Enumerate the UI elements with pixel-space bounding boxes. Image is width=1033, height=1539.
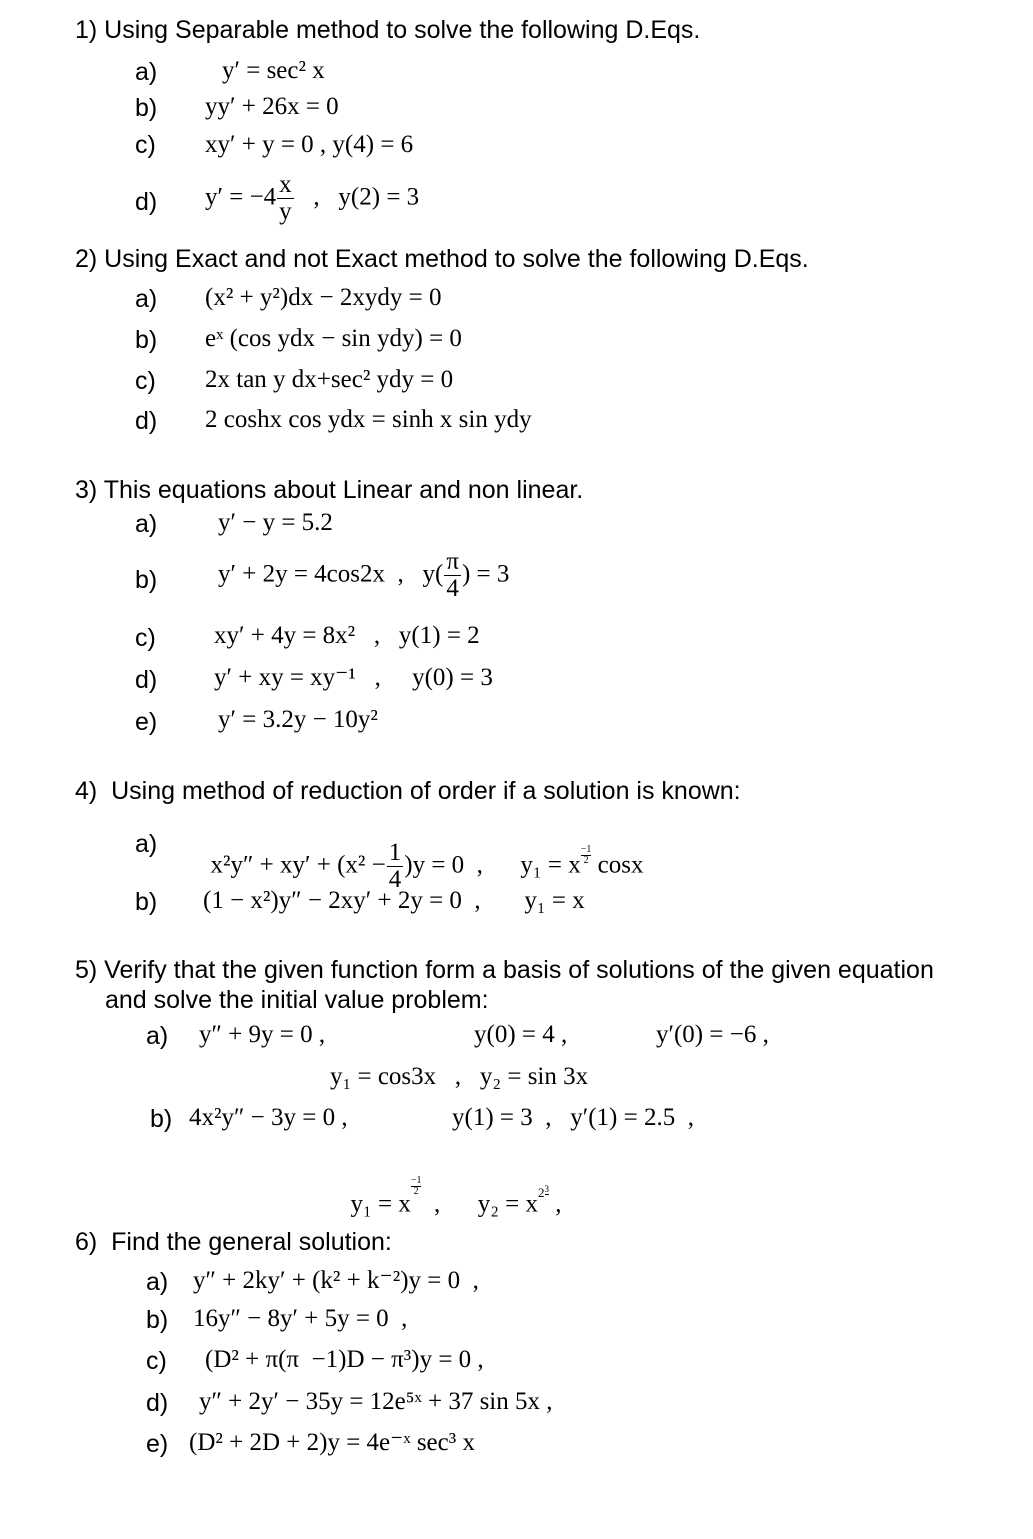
q6a-equation: y″ + 2ky′ + (k² + k⁻²)y = 0 ,	[193, 1267, 479, 1294]
q2a-equation: (x² + y²)dx − 2xydy = 0	[205, 284, 442, 311]
q1d-label: d)	[135, 188, 158, 216]
q5b-exponent-1: $\frac{-1}{2}$	[410, 1175, 422, 1197]
q6b-label: b)	[146, 1306, 169, 1334]
q2b-label: b)	[135, 326, 158, 354]
q5a-basis: y₁ = cos3x , y₂ = sin 3x	[330, 1063, 589, 1090]
q3-heading: 3) This equations about Linear and non linear.	[75, 476, 584, 504]
q5a-equation: y″ + 9y = 0 ,	[199, 1021, 326, 1048]
q5a-label: a)	[146, 1022, 169, 1050]
q1d-eq-right: , y(2) = 3	[294, 183, 420, 211]
q6e-equation: (D² + 2D + 2)y = 4e⁻ˣ sec³ x	[189, 1429, 475, 1456]
q5b-label: b)	[150, 1105, 173, 1133]
q1c-equation: xy′ + y = 0 , y(4) = 6	[205, 131, 414, 158]
q6-heading: 6) Find the general solution:	[75, 1228, 392, 1256]
q5b-exponent-2: 2 3	[538, 1184, 550, 1201]
q3c-label: c)	[135, 624, 156, 652]
q4a-fraction: $\frac{1}{4}$	[388, 839, 402, 894]
q6d-label: d)	[146, 1389, 169, 1417]
q3b-label: b)	[135, 566, 158, 594]
q6c-label: c)	[146, 1347, 167, 1375]
q2b-equation: eˣ (cos ydx − sin ydy) = 0	[205, 325, 462, 352]
q6e-label: e)	[146, 1430, 169, 1458]
q3d-equation: y′ + xy = xy⁻¹ , y(0) = 3	[214, 664, 493, 691]
q2d-label: d)	[135, 407, 158, 435]
q4a-eq-right: cosx	[591, 851, 644, 879]
q4a-eq-middle: )y = 0 , y₁ = x	[404, 851, 581, 879]
q3c-equation: xy′ + 4y = 8x² , y(1) = 2	[214, 622, 480, 649]
q3e-equation: y′ = 3.2y − 10y²	[218, 706, 378, 733]
q6d-equation: y″ + 2y′ − 35y = 12e⁵ˣ + 37 sin 5x ,	[199, 1388, 553, 1415]
q1c-label: c)	[135, 131, 156, 159]
q4a-exponent: $\frac{-1}{2}$	[580, 844, 592, 867]
q5a-initial-condition-1: y(0) = 4 ,	[474, 1021, 568, 1048]
q3a-equation: y′ − y = 5.2	[218, 509, 333, 536]
q1-heading: 1) Using Separable method to solve the following D.Eqs.	[75, 16, 701, 44]
q6a-label: a)	[146, 1268, 169, 1296]
q4a-equation	[198, 815, 643, 894]
q2c-equation: 2x tan y dx+sec² ydy = 0	[205, 366, 454, 393]
q4a-eq-left: x²y″ + xy′ + (x² −	[210, 851, 386, 879]
q3b-fraction: $\frac{\pi}{4}$	[446, 548, 459, 603]
q3b-eq-left: y′ + 2y = 4cos2x , y(	[218, 560, 444, 588]
q5-heading: 5) Verify that the given function form a basis of solutions of the given equation	[75, 956, 934, 984]
q1a-equation: y′ = sec² x	[222, 57, 325, 84]
q6b-equation: 16y″ − 8y′ + 5y = 0 ,	[193, 1305, 408, 1332]
q1a-label: a)	[135, 58, 158, 86]
q5b-initial-conditions: y(1) = 3 , y′(1) = 2.5 ,	[452, 1104, 694, 1131]
q3d-label: d)	[135, 666, 158, 694]
q4a-label: a)	[135, 830, 158, 858]
q3e-label: e)	[135, 708, 158, 736]
q1b-equation: yy′ + 26x = 0	[205, 93, 339, 120]
q4b-label: b)	[135, 888, 158, 916]
q3b-eq-right: ) = 3	[461, 560, 510, 588]
q4b-equation: (1 − x²)y″ − 2xy′ + 2y = 0 , y₁ = x	[203, 887, 585, 914]
q2-heading: 2) Using Exact and not Exact method to solve the following D.Eqs.	[75, 245, 809, 273]
q1b-label: b)	[135, 94, 158, 122]
q2a-label: a)	[135, 285, 158, 313]
q5-heading-line2: and solve the initial value problem:	[105, 986, 489, 1014]
q2d-equation: 2 coshx cos ydx = sinh x sin ydy	[205, 406, 532, 433]
q3b-equation	[218, 549, 509, 603]
q5a-initial-condition-2: y′(0) = −6 ,	[656, 1021, 769, 1048]
q5b-basis: y₁ = x $\frac{-1}{2}$ , $y_2 = x^{2 3}$ ,	[350, 1175, 562, 1218]
q4-heading: 4) Using method of reduction of order if a solution is known:	[75, 777, 741, 805]
q1d-fraction: $\frac{x}{y}$	[279, 171, 292, 226]
q3a-label: a)	[135, 510, 158, 538]
q6c-equation: (D² + π(π −1)D − π³)y = 0 ,	[205, 1346, 484, 1373]
q2c-label: c)	[135, 367, 156, 395]
q1d-equation	[205, 172, 419, 226]
q1d-eq-left: y′ = −4	[205, 183, 277, 211]
q5b-equation: 4x²y″ − 3y = 0 ,	[189, 1104, 348, 1131]
